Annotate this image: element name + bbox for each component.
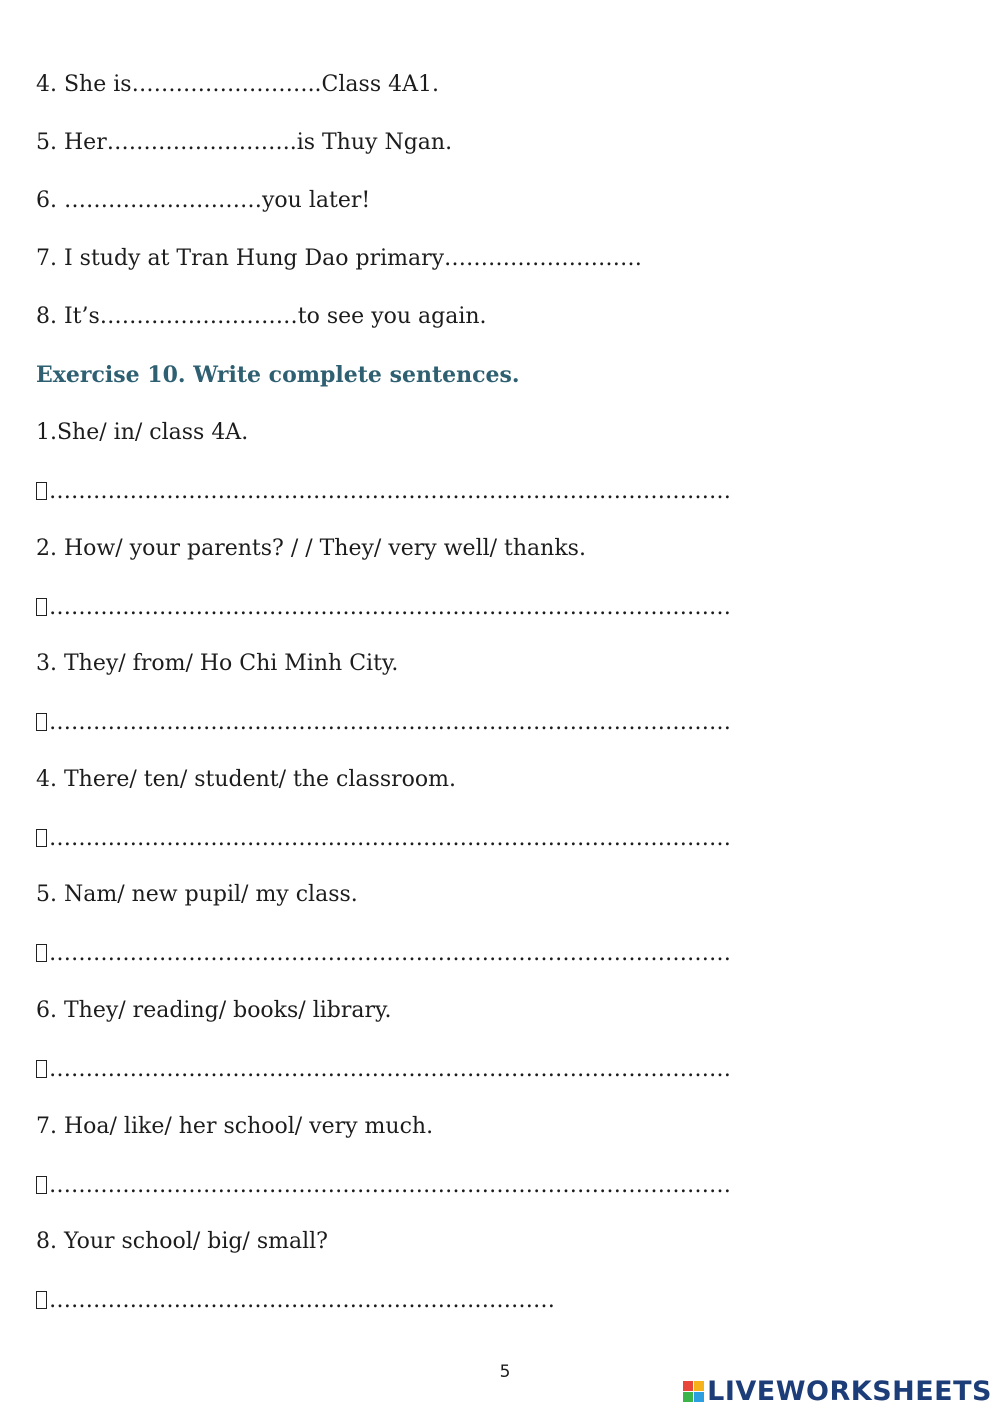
liveworksheets-logo-icon: [683, 1381, 704, 1402]
fill-item-7: 7. I study at Tran Hung Dao primary………………………: [36, 246, 643, 271]
answer-arrow-icon: [36, 829, 47, 847]
fill-item-8: 8. It’s………………………to see you again.: [36, 304, 487, 329]
fill-item-5: 5. Her……………………..is Thuy Ngan.: [36, 130, 453, 155]
sentence-prompt-8: 8. Your school/ big/ small?: [36, 1229, 328, 1254]
sentence-prompt-7: 7. Hoa/ like/ her school/ very much.: [36, 1114, 434, 1139]
answer-arrow-icon: [36, 944, 47, 962]
answer-line-4[interactable]: …………………………………………………………………………………: [36, 824, 731, 854]
answer-arrow-icon: [36, 1291, 47, 1309]
sentence-prompt-1: 1.She/ in/ class 4A.: [36, 420, 249, 445]
sentence-prompt-3: 3. They/ from/ Ho Chi Minh City.: [36, 651, 399, 676]
sentence-prompt-4: 4. There/ ten/ student/ the classroom.: [36, 767, 456, 792]
sentence-prompt-2: 2. How/ your parents? / / They/ very well/ thanks.: [36, 536, 586, 561]
answer-line-7[interactable]: …………………………………………………………………………………: [36, 1171, 731, 1201]
answer-arrow-icon: [36, 713, 47, 731]
page-number: 5: [499, 1362, 511, 1382]
answer-line-5[interactable]: …………………………………………………………………………………: [36, 939, 731, 969]
answer-arrow-icon: [36, 482, 47, 500]
exercise-10-heading: Exercise 10. Write complete sentences.: [36, 362, 520, 388]
brand-name: LIVEWORKSHEETS: [707, 1376, 992, 1407]
sentence-prompt-6: 6. They/ reading/ books/ library.: [36, 998, 392, 1023]
answer-line-3[interactable]: …………………………………………………………………………………: [36, 708, 731, 738]
answer-line-6[interactable]: …………………………………………………………………………………: [36, 1055, 731, 1085]
answer-line-2[interactable]: …………………………………………………………………………………: [36, 593, 731, 623]
answer-arrow-icon: [36, 1060, 47, 1078]
fill-item-6: 6. ………………………you later!: [36, 188, 371, 213]
sentence-prompt-5: 5. Nam/ new pupil/ my class.: [36, 882, 358, 907]
answer-line-1[interactable]: …………………………………………………………………………………: [36, 477, 731, 507]
liveworksheets-logo[interactable]: [683, 1376, 992, 1407]
fill-item-4: 4. She is……………………..Class 4A1.: [36, 72, 439, 97]
answer-arrow-icon: [36, 1176, 47, 1194]
answer-line-8[interactable]: ……………………………………………………………: [36, 1286, 555, 1316]
answer-arrow-icon: [36, 598, 47, 616]
